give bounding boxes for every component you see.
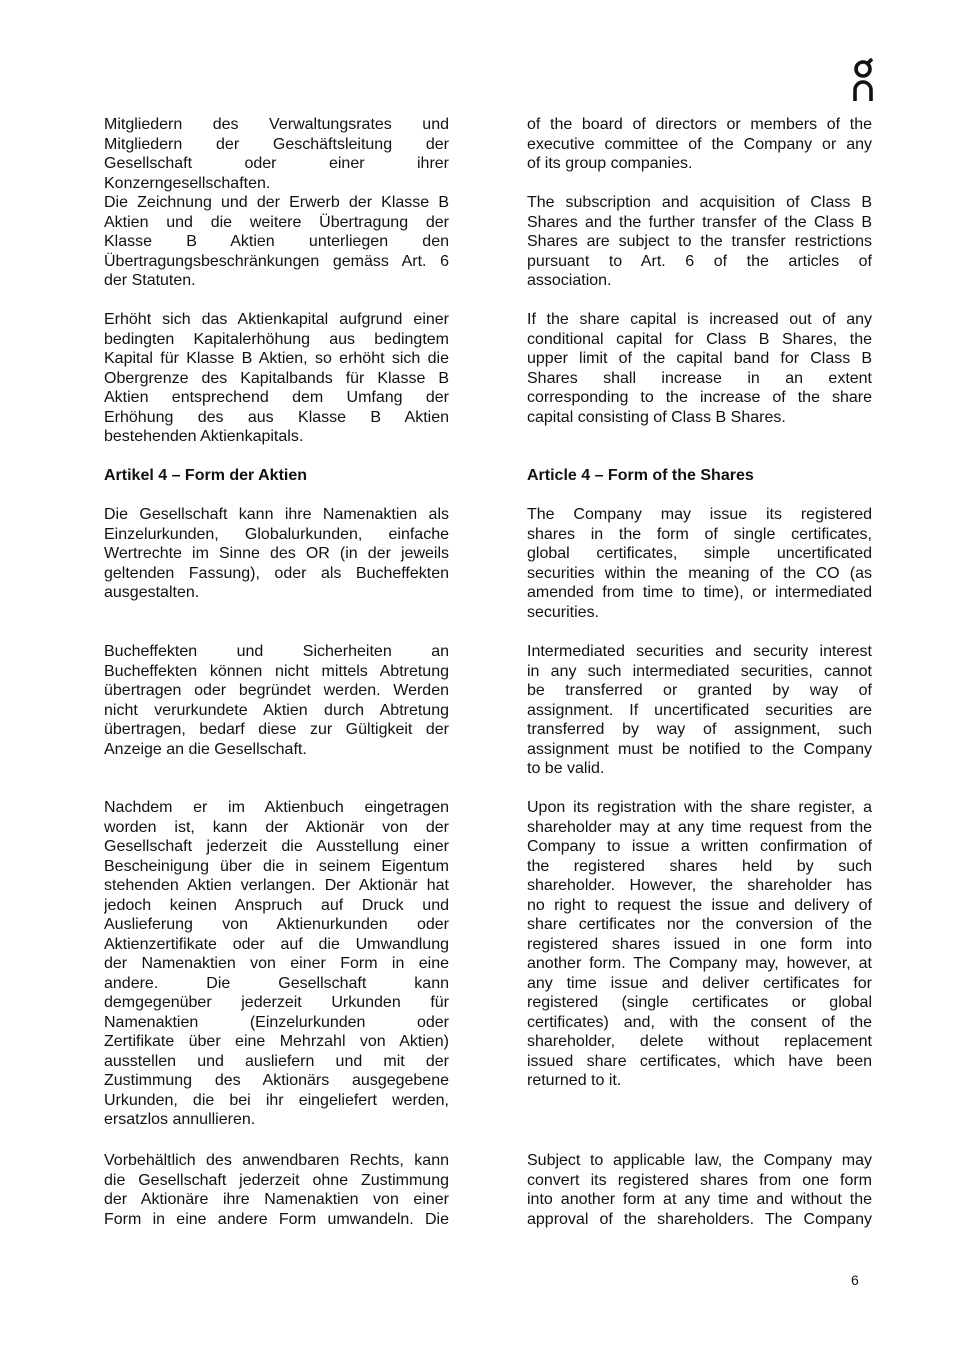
right-column-paragraph (527, 1151, 872, 1229)
text-line: executive committee of the Company or any (527, 135, 872, 153)
text-line: registered shares issued in one form into (527, 935, 872, 953)
text-line: der Statuten. (104, 272, 196, 289)
text-line: der Namenaktien von einer Form in eine (104, 955, 449, 972)
text-line: shares in the form of single certificates, (527, 525, 872, 543)
text-line: in any such intermediated securities, cannot (527, 662, 872, 680)
text-line: bestehenden Aktienkapitals. (104, 428, 304, 445)
text-line: no right to request the issue and delivery of (527, 896, 872, 914)
right-column-paragraph (527, 798, 872, 1091)
text-line: Aktien entsprechend dem Umfang der (104, 389, 449, 406)
text-line: of the board of directors or members of the (527, 116, 872, 133)
text-line: the registered shares held by such (527, 857, 872, 875)
text-line: association. (527, 272, 612, 289)
left-column-heading (104, 466, 449, 486)
text-line: Nachdem er im Aktienbuch eingetragen (104, 799, 449, 816)
text-line: registered (single certificates or global (527, 994, 872, 1011)
text-line: übertragen, bedarf diese zur Gültigkeit der (104, 721, 449, 738)
text-line: assignment. If uncertificated securities are (527, 701, 872, 719)
left-column-paragraph (104, 310, 449, 447)
page-number: 6 (851, 1272, 859, 1288)
text-line: übertragen oder begründet werden. Werden (104, 682, 449, 699)
text-line: capital consisting of Class B Shares. (527, 408, 786, 426)
text-line: Zustimmung des Aktionärs ausgegebene (104, 1072, 449, 1089)
text-line: Form in eine andere Form umwandeln. Die (104, 1210, 449, 1228)
company-logo (850, 58, 878, 102)
text-line: Einzelurkunden, Globalurkunden, einfache (104, 525, 449, 543)
right-column-heading (527, 466, 872, 486)
left-column-paragraph (104, 798, 449, 1130)
text-line: Die Zeichnung und der Erwerb der Klasse B (104, 194, 449, 211)
text-line: Mitgliedern der Geschäftsleitung der (104, 135, 449, 153)
text-line: geltenden Fassung), oder als Bucheffekten (104, 564, 449, 582)
text-line: Zertifikate über eine Mehrzahl von Aktien) (104, 1033, 449, 1050)
text-line: Wertrechte im Sinne des OR (in der jeweils (104, 545, 449, 562)
text-line: upper limit of the capital band for Class B (527, 350, 872, 367)
text-line: be transferred or granted by way of (527, 682, 872, 699)
text-line: transferred by way of assignment, such (527, 721, 872, 738)
right-column-paragraph (527, 193, 872, 291)
text-line: die Gesellschaft jederzeit ohne Zustimmung (104, 1171, 449, 1189)
text-line: Erhöht sich das Aktienkapital aufgrund einer (104, 311, 449, 328)
text-line: approval of the shareholders. The Company (527, 1210, 872, 1228)
text-line: amended from time to time), or intermediated (527, 584, 872, 601)
text-line: securities within the meaning of the CO (as (527, 564, 872, 582)
text-line: The Company may issue its registered (527, 506, 872, 523)
text-line: The subscription and acquisition of Class B (527, 194, 872, 211)
text-line: stehenden Aktien verlangen. Der Aktionär hat (104, 877, 449, 894)
text-line: shareholder, delete without replacement (527, 1033, 872, 1050)
left-column-paragraph (104, 505, 449, 603)
text-line: Bucheffekten können nicht mittels Abtretung (104, 662, 449, 680)
text-line: Artikel 4 – Form der Aktien (104, 467, 308, 484)
text-line: Namenaktien (Einzelurkunden oder (104, 1013, 449, 1031)
text-line: ersatzlos annullieren. (104, 1111, 256, 1128)
text-line: ausgestalten. (104, 584, 200, 601)
text-line: global certificates, simple uncertificated (527, 545, 872, 562)
text-line: Obergrenze des Kapitalbands für Klasse B (104, 369, 449, 387)
left-column-paragraph (104, 115, 449, 193)
text-line: shareholder may at any time request from the (527, 818, 872, 836)
text-line: Shares are subject to the transfer restrictions (527, 233, 872, 250)
text-line: Übertragungsbeschränkungen gemäss Art. 6 (104, 252, 449, 270)
text-line: Intermediated securities and security interest (527, 643, 872, 660)
text-line: into another form at any time and without the (527, 1191, 872, 1208)
text-line: andere. Die Gesellschaft kann (104, 974, 449, 992)
text-line: conditional capital for Class B Shares, the (527, 330, 872, 348)
text-line: convert its registered shares from one form (527, 1171, 872, 1189)
text-line: worden ist, kann der Aktionär von der (104, 818, 449, 836)
text-line: Article 4 – Form of the Shares (527, 467, 754, 484)
text-line: Die Gesellschaft kann ihre Namenaktien als (104, 506, 449, 523)
text-line: ausstellen und ausliefern und mit der (104, 1052, 449, 1070)
text-line: Konzerngesellschaften. (104, 174, 271, 192)
text-line: Aktienzertifikate oder auf die Umwandlung (104, 935, 449, 953)
text-line: pursuant to Art. 6 of the articles of (527, 252, 872, 270)
text-line: Auslieferung von Aktienurkunden oder (104, 916, 449, 933)
text-line: Upon its registration with the share register, a (527, 799, 872, 816)
text-line: securities. (527, 603, 600, 621)
text-line: Gesellschaft jederzeit die Ausstellung einer (104, 838, 449, 855)
text-line: Kapital für Klasse B Aktien, so erhöht sich die (104, 350, 449, 367)
text-line: If the share capital is increased out of any (527, 311, 872, 328)
text-line: Bescheinigung über die in seinem Eigentum (104, 857, 449, 875)
text-line: bedingten Kapitalerhöhung aus bedingtem (104, 330, 449, 348)
text-line: Urkunden, die bei ihr eingeliefert werden, (104, 1091, 449, 1109)
text-line: demgegenüber jederzeit Urkunden für (104, 994, 449, 1011)
text-line: to be valid. (527, 760, 605, 777)
text-line: Mitgliedern des Verwaltungsrates und (104, 116, 449, 133)
text-line: Vorbehältlich des anwendbaren Rechts, kann (104, 1152, 449, 1169)
right-column-paragraph (527, 310, 872, 427)
text-line: jedoch keinen Anspruch auf Druck und (104, 896, 449, 914)
left-column-paragraph (104, 642, 449, 759)
text-line: Shares and the further transfer of the Class B (527, 213, 872, 231)
text-line: Company to issue a written confirmation of (527, 838, 872, 855)
text-line: certificates) and, with the consent of the (527, 1013, 872, 1031)
left-column-paragraph (104, 193, 449, 291)
text-line: Erhöhung des aus Klasse B Aktien (104, 408, 449, 426)
text-line: any time issue and deliver certificates for (527, 974, 872, 992)
text-line: Klasse B Aktien unterliegen den (104, 233, 449, 250)
text-line: issued share certificates, which have been (527, 1052, 872, 1070)
right-column-paragraph (527, 505, 872, 622)
text-line: Gesellschaft oder einer ihrer (104, 155, 449, 172)
text-line: Subject to applicable law, the Company may (527, 1152, 872, 1169)
text-line: nicht verurkundete Aktien durch Abtretung (104, 701, 449, 719)
text-line: share certificates nor the conversion of the (527, 916, 872, 933)
text-line: assignment must be notified to the Company (527, 740, 872, 758)
text-line: Anzeige an die Gesellschaft. (104, 740, 307, 758)
text-line: shareholder. However, the shareholder has (527, 877, 872, 894)
text-line: corresponding to the increase of the share (527, 389, 872, 406)
text-line: Shares shall increase in an extent (527, 369, 872, 387)
text-line: Aktien und die weitere Übertragung der (104, 213, 449, 231)
text-line: Bucheffekten und Sicherheiten an (104, 643, 449, 660)
text-line: another form. The Company may, however, at (527, 955, 872, 972)
text-line: returned to it. (527, 1072, 622, 1089)
right-column-paragraph (527, 115, 872, 174)
text-line: der Aktionäre ihre Namenaktien von einer (104, 1191, 449, 1208)
left-column-paragraph (104, 1151, 449, 1229)
text-line: of its group companies. (527, 155, 693, 172)
right-column-paragraph (527, 642, 872, 779)
